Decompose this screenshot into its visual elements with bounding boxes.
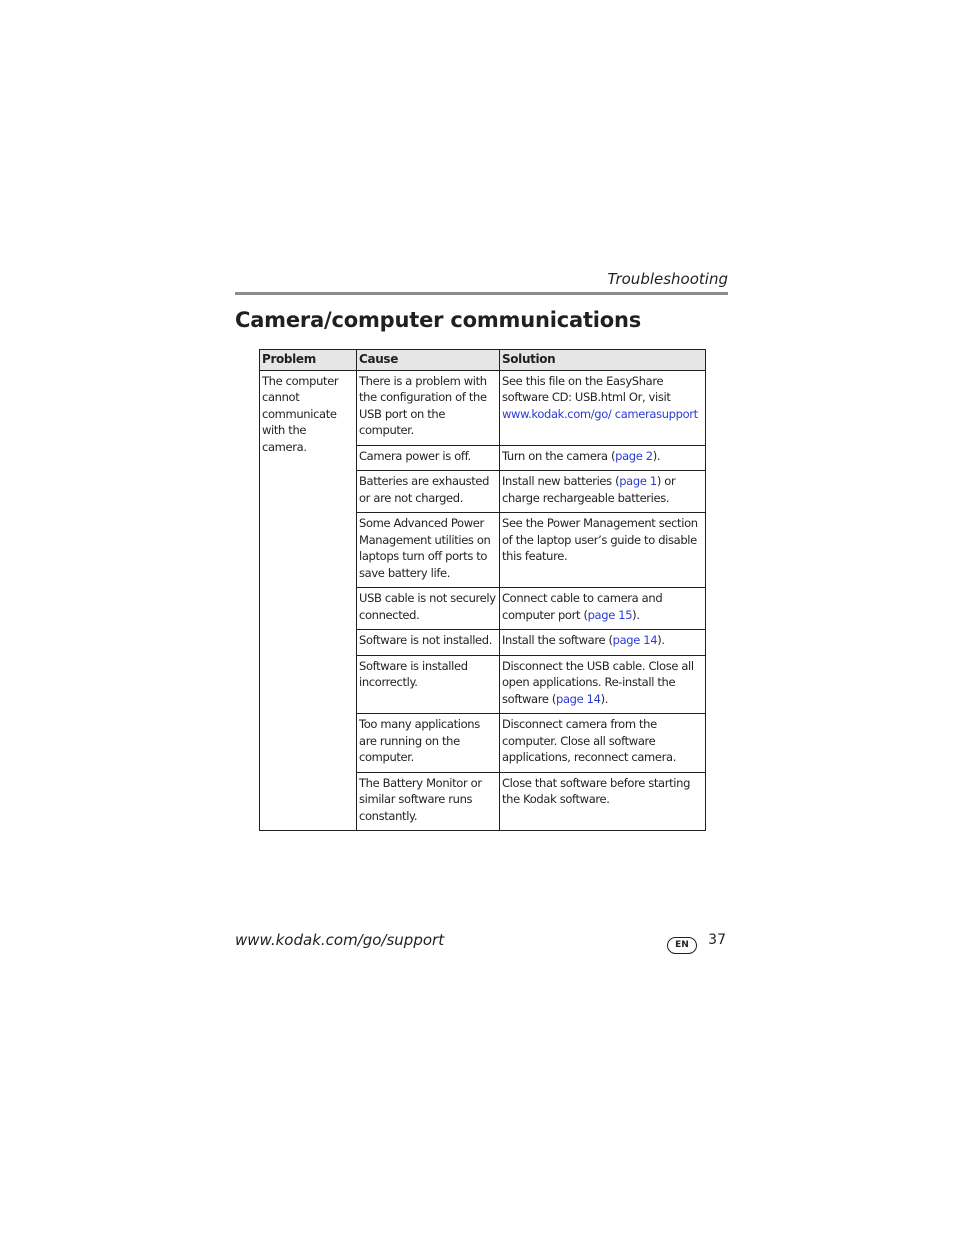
solution-cell [500, 588, 706, 630]
solution-cell [500, 471, 706, 513]
language-badge: EN [667, 937, 697, 954]
solution-cell [500, 445, 706, 471]
header-problem: Problem [260, 350, 357, 371]
solution-text: Connect cable to camera and computer port ( [502, 591, 663, 622]
cause-cell: Too many applications are running on the computer. [357, 714, 500, 773]
cause-cell: Camera power is off. [357, 445, 500, 471]
page-link[interactable]: page 15 [587, 607, 633, 622]
solution-cell [500, 370, 706, 445]
page-link[interactable]: page 1 [619, 474, 657, 488]
header-rule [235, 292, 728, 295]
page-title: Camera/computer communications [235, 308, 642, 332]
solution-cell [500, 655, 706, 714]
header-solution: Solution [500, 350, 706, 371]
cause-cell: USB cable is not securely connected. [357, 588, 500, 630]
solution-text: Disconnect the USB cable. Close all open applications. Re-install the software ( [502, 658, 694, 706]
solution-text: Install new batteries ( [502, 474, 620, 488]
footer-url[interactable]: www.kodak.com/go/support [235, 931, 445, 949]
solution-cell [500, 630, 706, 656]
solution-text: See this file on the EasyShare software CD: USB.html Or, visit [502, 373, 671, 404]
cause-cell: There is a problem with the configuration of the USB port on the computer. [357, 370, 500, 445]
cause-cell: Software is installed incorrectly. [357, 655, 500, 714]
solution-text: ). [600, 691, 609, 706]
problem-cell: The computer cannot communicate with the camera. [260, 370, 357, 831]
kodak-support-link[interactable]: www.kodak.com/go/ camerasupport [502, 406, 698, 421]
solution-text: ). [632, 607, 640, 622]
solution-text: ). [657, 633, 665, 647]
solution-cell: Close that software before starting the Kodak software. [500, 772, 706, 831]
running-header: Troubleshooting [607, 270, 728, 288]
page-link[interactable]: page 14 [612, 633, 658, 647]
cause-cell: Batteries are exhausted or are not charged. [357, 471, 500, 513]
table-header-row [260, 350, 706, 371]
solution-text: Turn on the camera ( [502, 448, 616, 463]
solution-text: ) or charge rechargeable batteries. [502, 474, 676, 505]
cause-cell: The Battery Monitor or similar software runs constantly. [357, 772, 500, 831]
page-link[interactable]: page 14 [556, 691, 601, 706]
solution-text: Install the software ( [502, 633, 613, 647]
solution-text: ). [652, 448, 661, 463]
table-row [260, 370, 706, 445]
cause-cell: Software is not installed. [357, 630, 500, 656]
header-cause: Cause [357, 350, 500, 371]
page-link[interactable]: page 2 [615, 448, 653, 463]
solution-cell: See the Power Management section of the laptop user’s guide to disable this feature. [500, 513, 706, 588]
solution-cell: Disconnect camera from the computer. Close all software applications, reconnect camera. [500, 714, 706, 773]
troubleshooting-table [259, 349, 706, 831]
cause-cell: Some Advanced Power Management utilities on laptops turn off ports to save battery life. [357, 513, 500, 588]
page-number: 37 [708, 932, 726, 948]
